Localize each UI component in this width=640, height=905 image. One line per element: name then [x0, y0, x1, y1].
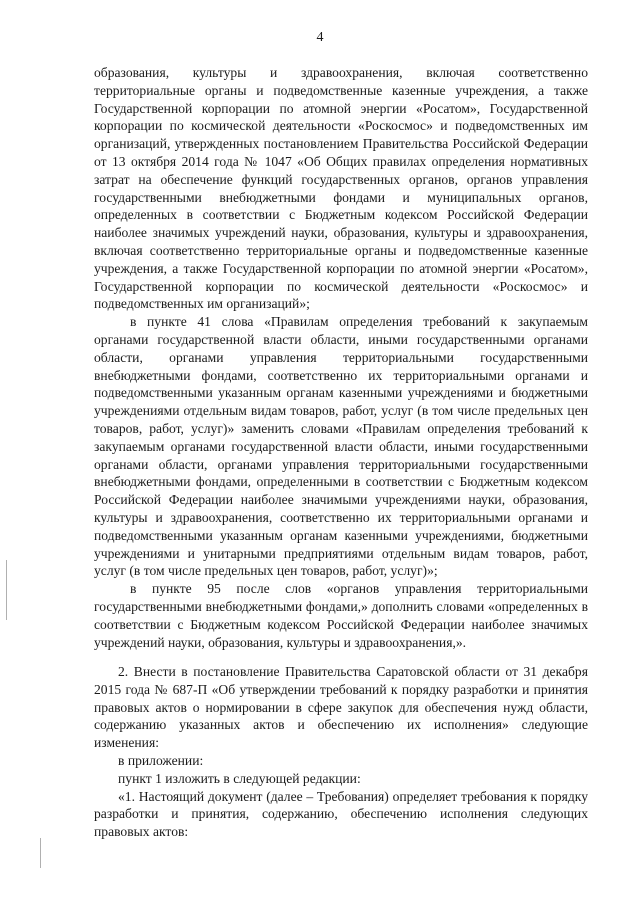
paragraph-item-95: в пункте 95 после слов «органов управления территориальными государственными внебюджетными фондами,» дополнить словами «определенных в соответствии с Бюджетным кодексом Российской Федерации наиболее значимых учреждений науки, образования, культуры и здравоохранения,».	[94, 581, 588, 650]
document-body-lower	[94, 663, 588, 841]
paragraph-in-appendix: в приложении:	[118, 752, 204, 768]
scan-artifact	[40, 838, 41, 868]
paragraph-continuation: образования, культуры и здравоохранения, включая соответственно территориальные органы и подведомственные казенные учреждения, а также Государственной корпорации по атомной энергии «Росатом», Государственной корпорации по космической деятельности «Роскосмос» и подведомственных им организаций, утвержденных постановлением Правительства Российской Федерации от 13 октября 2014 года № 1047 «Об Общих правилах определения нормативных затрат на обеспечение функций государственных органов, органов управления государственными внебюджетными фондами и муниципальных органов, определенных в соответствии с Бюджетным кодексом Российской Федерации наиболее значимых учреждений науки, образования, культуры и здравоохранения, включая соответственно территориальные органы и подведомственные казенные учреждения, а также Государственной корпорации по атомной энергии «Росатом», Государственной корпорации по космической деятельности «Роскосмос» и подведомственных им организаций»;	[94, 65, 588, 312]
scan-artifact	[6, 560, 7, 620]
paragraph-point-1-intro: пункт 1 изложить в следующей редакции:	[118, 770, 361, 786]
paragraph-item-41: в пункте 41 слова «Правилам определения требований к закупаемым органами государственной власти области, иными государственными органами области, органами управления территориальными государственными внебюджетными фондами, соответственно их территориальными органами и подведомственными указанным органам казенными учреждениями и бюджетными учреждениями отдельным видам товаров, работ, услуг (в том числе предельных цен товаров, работ, услуг)» заменить словами «Правилам определения требований к закупаемым органами государственной власти области, иными государственными органами области, органами управления территориальными государственными внебюджетными фондами, определенными в соответствии с Бюджетным кодексом Российской Федерации наиболее значимыми учреждениями науки, образования, культуры и здравоохранения, соответственно их территориальными органами и подведомственными указанным органам казенными учреждениями, бюджетными учреждениями и унитарными предприятиями отдельным видам товаров, работ, услуг (в том числе предельных цен товаров, работ, услуг)»;	[94, 314, 588, 579]
paragraph-point-1-text: «1. Настоящий документ (далее – Требования) определяет требования к порядку разработки и принятия, содержанию, обеспечению исполнения следующих правовых актов:	[94, 788, 588, 840]
document-body-upper	[94, 64, 588, 651]
page-number: 4	[316, 30, 324, 45]
paragraph-section-2: 2. Внести в постановление Правительства Саратовской области от 31 декабря 2015 года № 687-П «Об утверждении требований к порядку разработки и принятия правовых актов о нормировании в сфере закупок для обеспечения нужд области, содержанию указанных актов и обеспечению их исполнения» следующие изменения:	[94, 664, 588, 751]
